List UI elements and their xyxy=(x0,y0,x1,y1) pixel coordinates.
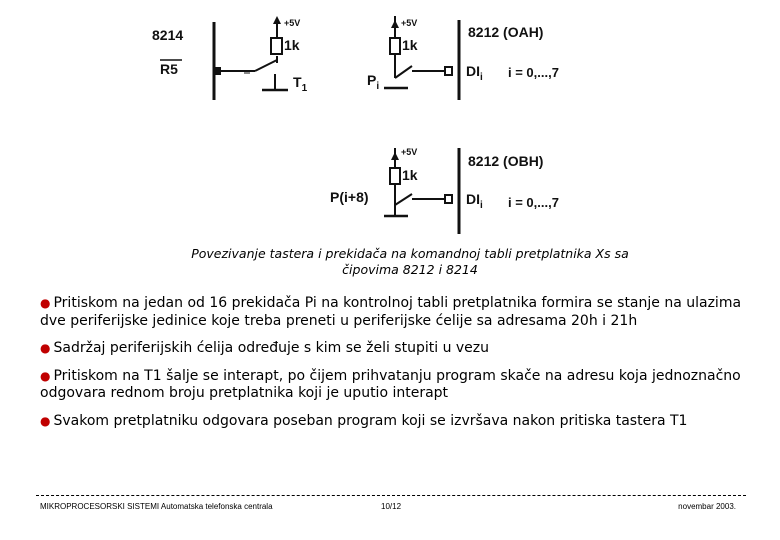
bullet-item: ● Pritiskom na T1 šalje se interapt, po čijem prihvatanju program skače na adresu koja jednoznačno odgovara rednom broju pretplatnika koji je uputio interapt xyxy=(40,367,741,401)
bullet-dot-icon: ● xyxy=(40,341,51,355)
range-label-2: i = 0,...,7 xyxy=(508,195,559,210)
bullet-dot-icon: ● xyxy=(40,413,51,428)
supply-label-3: +5V xyxy=(401,147,418,157)
resistor-label-3: 1k xyxy=(402,167,418,183)
chip-8214-label: 8214 xyxy=(152,27,184,43)
range-label-1: i = 0,...,7 xyxy=(508,65,559,80)
caption-line-1: Povezivanje tastera i prekidača na komandnoj tabli pretplatnika Xs sa xyxy=(191,246,629,261)
di-label-2: $DI_i$ xyxy=(466,191,483,211)
switch-t1-label: $T_1$ xyxy=(293,74,308,94)
resistor-label-2: 1k xyxy=(402,37,418,53)
resistor-label-1: 1k xyxy=(284,37,300,53)
supply-label-1: +5V xyxy=(284,18,301,28)
footer-page-number: 10/12 xyxy=(381,502,402,511)
circuit-diagram xyxy=(0,0,780,245)
bullet-item: ● Pritiskom na jedan od 16 prekidača Pi na kontrolnoj tabli pretplatnika formira se stanje na ulazima dve periferijske jedinice koje treba preneti u periferijske ćelije sa adresama 20h i 21h xyxy=(40,295,742,329)
bullet-list xyxy=(40,295,760,440)
footer-date: novembar 2003. xyxy=(678,502,736,511)
r5-label: R5 xyxy=(160,61,178,77)
bullet-item: ● Svakom pretplatniku odgovara poseban program koji se izvršava nakon pritiska tastera T1 xyxy=(40,412,688,429)
footer-course-title: MIKROPROCESORSKI SISTEMI Automatska telefonska centrala xyxy=(40,502,273,511)
switch-pi-label: $P_i$ xyxy=(367,72,380,92)
caption-line-2: čipovima 8212 i 8214 xyxy=(342,262,478,277)
bullet-item: ● Sadržaj periferijskih ćelija određuje s kim se želi stupiti u vezu xyxy=(40,340,490,356)
bullet-dot-icon: ● xyxy=(40,368,51,383)
bullet-dot-icon: ● xyxy=(40,296,51,310)
chip-8212-oah-label: 8212 (OAH) xyxy=(468,24,544,40)
chip-8212-obh-label: 8212 (OBH) xyxy=(468,153,544,169)
switch-pi8-label: P(i+8) xyxy=(330,189,369,205)
slide-footer xyxy=(36,495,746,511)
di-label-1: $DI_i$ xyxy=(466,63,483,83)
figure-caption xyxy=(150,246,670,278)
supply-label-2: +5V xyxy=(401,18,418,28)
